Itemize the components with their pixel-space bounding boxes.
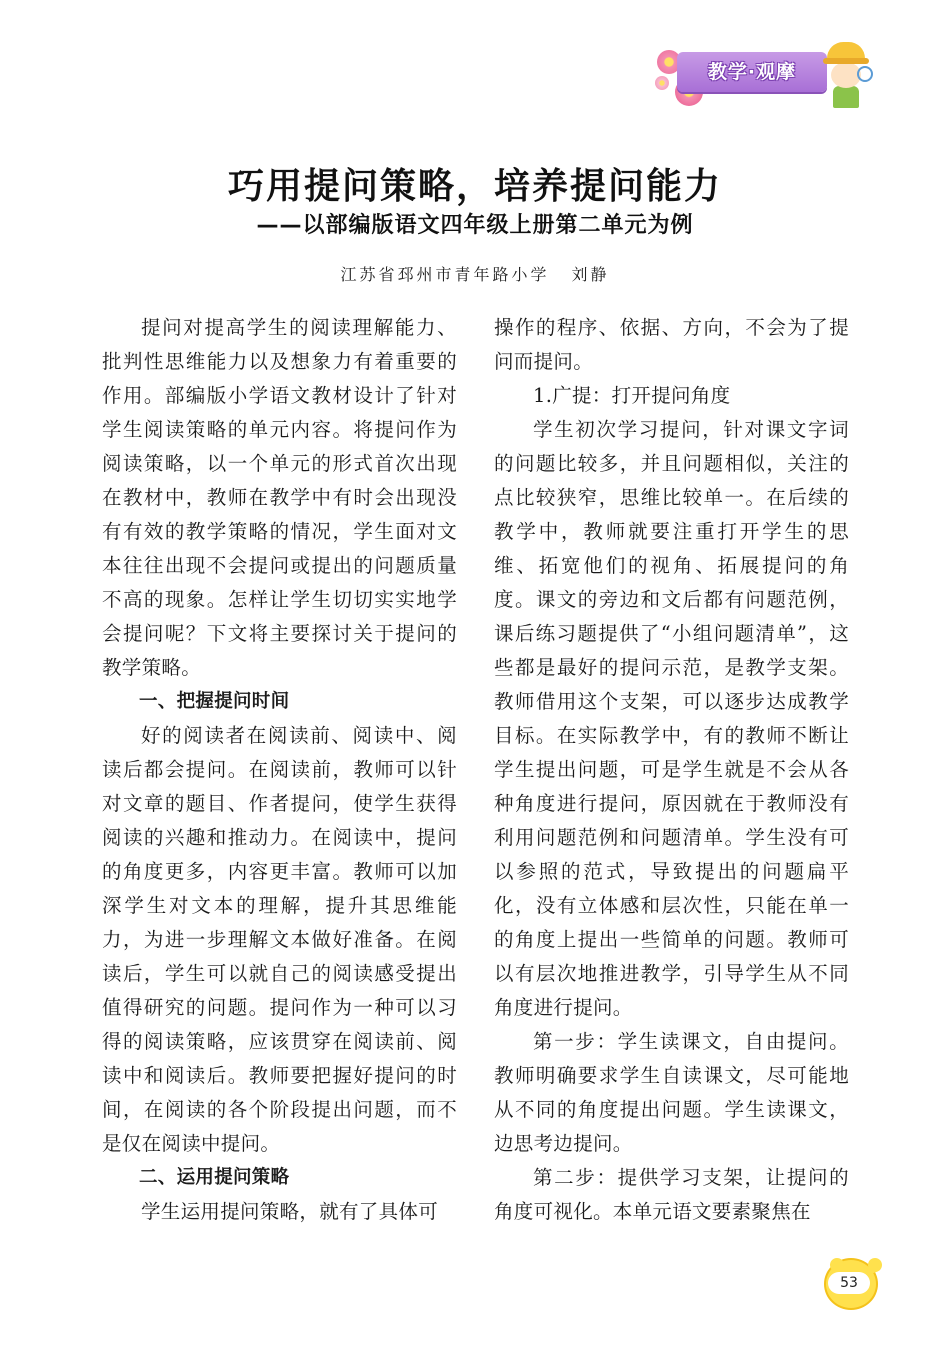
section-badge-label: 教学·观摩 [707, 61, 797, 83]
paragraph: 好的阅读者在阅读前、阅读中、阅读后都会提问。在阅读前，教师可以针对文章的题目、作者提问，使学生获得阅读的兴趣和推动力。在阅读中，提问的角度更多，内容更丰富。教师可以加深学生对文本的理解，提升其思维能力，为进一步理解文本做好准备。在阅读后，学生可以就自己的阅读感受提出值得研究的问题。提问作为一种可以习得的阅读策略，应该贯穿在阅读前、阅读中和阅读后。教师要把握好提问的时间，在阅读的各个阶段提出问题，而不是仅在阅读中提问。 [102, 724, 457, 1155]
section-badge [655, 42, 875, 112]
paragraph: 第二步：提供学习支架，让提问的角度可视化。本单元语文要素聚焦在 [494, 1166, 849, 1223]
author-name: 刘静 [571, 265, 610, 284]
author-affiliation: 江苏省邳州市青年路小学 [340, 265, 550, 284]
author-line [0, 262, 950, 285]
paragraph: 第一步：学生读课文，自由提问。教师明确要求学生自读课文，尽可能地从不同的角度提出问题。学生读课文，边思考边提问。 [494, 1030, 849, 1155]
page-number: 53 [828, 1272, 870, 1294]
flower-icon [655, 76, 669, 90]
paragraph: 操作的程序、依据、方向，不会为了提问而提问。 [494, 316, 849, 373]
magnifier-icon [857, 66, 873, 82]
article-title: 巧用提问策略，培养提问能力 [227, 166, 722, 207]
paragraph: 学生初次学习提问，针对课文字词的问题比较多，并且问题相似，关注的点比较狭窄，思维比较单一。在后续的教学中，教师就要注重打开学生的思维、拓宽他们的视角、拓展提问的角度。课文的旁边和文后都有问题范例，课后练习题提供了“小组问题清单”，这些都是最好的提问示范，是教学支架。教师借用这个支架，可以逐步达成教学目标。在实际教学中，有的教师不断让学生提出问题，可是学生就是不会从各种角度进行提问，原因就在于教师没有利用问题范例和问题清单。学生没有可以参照的范式，导致提出的问题扁平化，没有立体感和层次性，只能在单一的角度上提出一些简单的问题。教师可以有层次地推进教学，引导学生从不同角度进行提问。 [494, 418, 849, 1019]
section-heading: 二、运用提问策略 [139, 1167, 290, 1188]
page-number-badge [818, 1254, 880, 1310]
right-column [494, 311, 849, 1229]
paragraph: 提问对提高学生的阅读理解能力、批判性思维能力以及想象力有着重要的作用。部编版小学语文教材设计了针对学生阅读策略的单元内容。将提问作为阅读策略，以一个单元的形式首次出现在教材中，教师在教学中有时会出现没有有效的教学策略的情况，学生面对文本往往出现不会提问或提出的问题质量不高的现象。怎样让学生切切实实地学会提问呢？下文将主要探讨关于提问的教学策略。 [102, 316, 457, 679]
left-column [102, 311, 457, 1229]
article-subtitle: ——以部编版语文四年级上册第二单元为例 [256, 213, 694, 238]
paragraph: 学生运用提问策略，就有了具体可 [141, 1200, 439, 1223]
section-heading: 一、把握提问时间 [139, 691, 290, 712]
explorer-kid-icon [823, 42, 869, 108]
subsection-heading: 1.广提：打开提问角度 [533, 384, 731, 407]
